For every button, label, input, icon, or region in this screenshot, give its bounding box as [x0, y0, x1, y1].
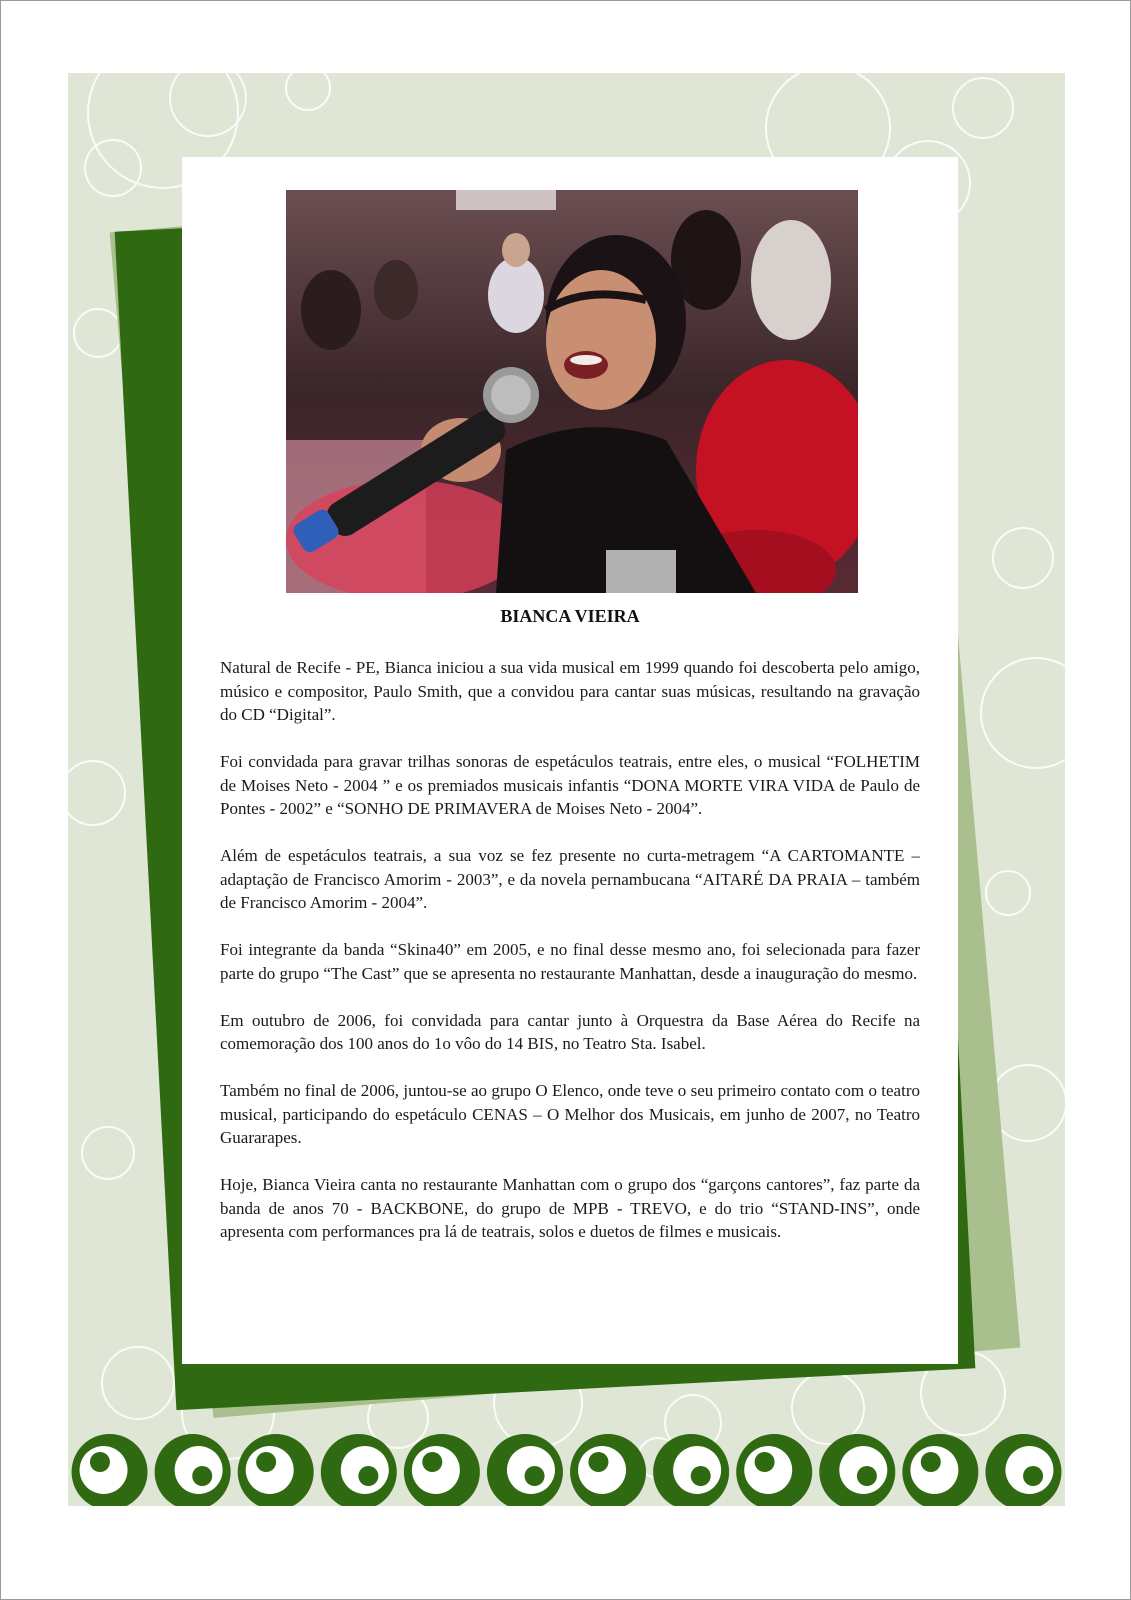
- paragraph-2: Foi convidada para gravar trilhas sonoras de espetáculos teatrais, entre eles, o musical “FOLHETIM de Moises Neto - 2004 ” e os premiados musicais infantis “DONA MORTE VIRA VIDA de Paulo de Pontes - 2002” e “SONHO DE PRIMAVERA de Moises Neto - 2004”.: [220, 752, 920, 818]
- paragraph-6: Também no final de 2006, juntou-se ao grupo O Elenco, onde teve o seu primeiro contato com o teatro musical, participando do espetáculo CENAS – O Melhor dos Musicais, em junho de 2007, no Teatro Guararapes.: [220, 1081, 920, 1147]
- page-title: BIANCA VIEIRA: [500, 606, 640, 626]
- eye-circle: [487, 1434, 563, 1506]
- eye-circle: [570, 1434, 646, 1506]
- content-card: [182, 157, 958, 1364]
- eye-circle: [653, 1434, 729, 1506]
- biography-text: [220, 656, 920, 1267]
- eye-circle: [238, 1434, 314, 1506]
- eye-circle: [155, 1434, 231, 1506]
- eye-circle: [819, 1434, 895, 1506]
- eye-circle: [736, 1434, 812, 1506]
- paragraph-7: Hoje, Bianca Vieira canta no restaurante Manhattan com o grupo dos “garçons cantores”, faz parte da banda de anos 70 - BACKBONE, do grupo de MPB - TREVO, e do trio “STAND-INS”, onde apresenta com performances pra lá de teatrais, solos e duetos de filmes e musicais.: [220, 1175, 920, 1241]
- paragraph-1: Natural de Recife - PE, Bianca iniciou a sua vida musical em 1999 quando foi descoberta pelo amigo, músico e compositor, Paulo Smith, que a convidou para cantar suas músicas, resultando na gravação do CD “Digital”.: [220, 658, 920, 724]
- eye-circle: [985, 1434, 1061, 1506]
- eye-circle: [404, 1434, 480, 1506]
- singer-photo: [286, 190, 858, 593]
- eye-pattern-band: [68, 1432, 1065, 1506]
- paragraph-5: Em outubro de 2006, foi convidada para cantar junto à Orquestra da Base Aérea do Recife na comemoração dos 100 anos do 1o vôo do 14 BIS, no Teatro Sta. Isabel.: [220, 1010, 920, 1053]
- paragraph-4: Foi integrante da banda “Skina40” em 2005, e no final desse mesmo ano, foi selecionada para fazer parte do grupo “The Cast” que se apresenta no restaurante Manhattan, desde a inauguração do mesmo.: [220, 940, 920, 983]
- eye-circle: [902, 1434, 978, 1506]
- paragraph-3: Além de espetáculos teatrais, a sua voz se fez presente no curta-metragem “A CARTOMANTE – adaptação de Francisco Amorim - 2003”, e da novela pernambucana “AITARÉ DA PRAIA – também de Francisco Amorim - 2004”.: [220, 846, 920, 912]
- eye-circle: [72, 1434, 148, 1506]
- eye-circle: [321, 1434, 397, 1506]
